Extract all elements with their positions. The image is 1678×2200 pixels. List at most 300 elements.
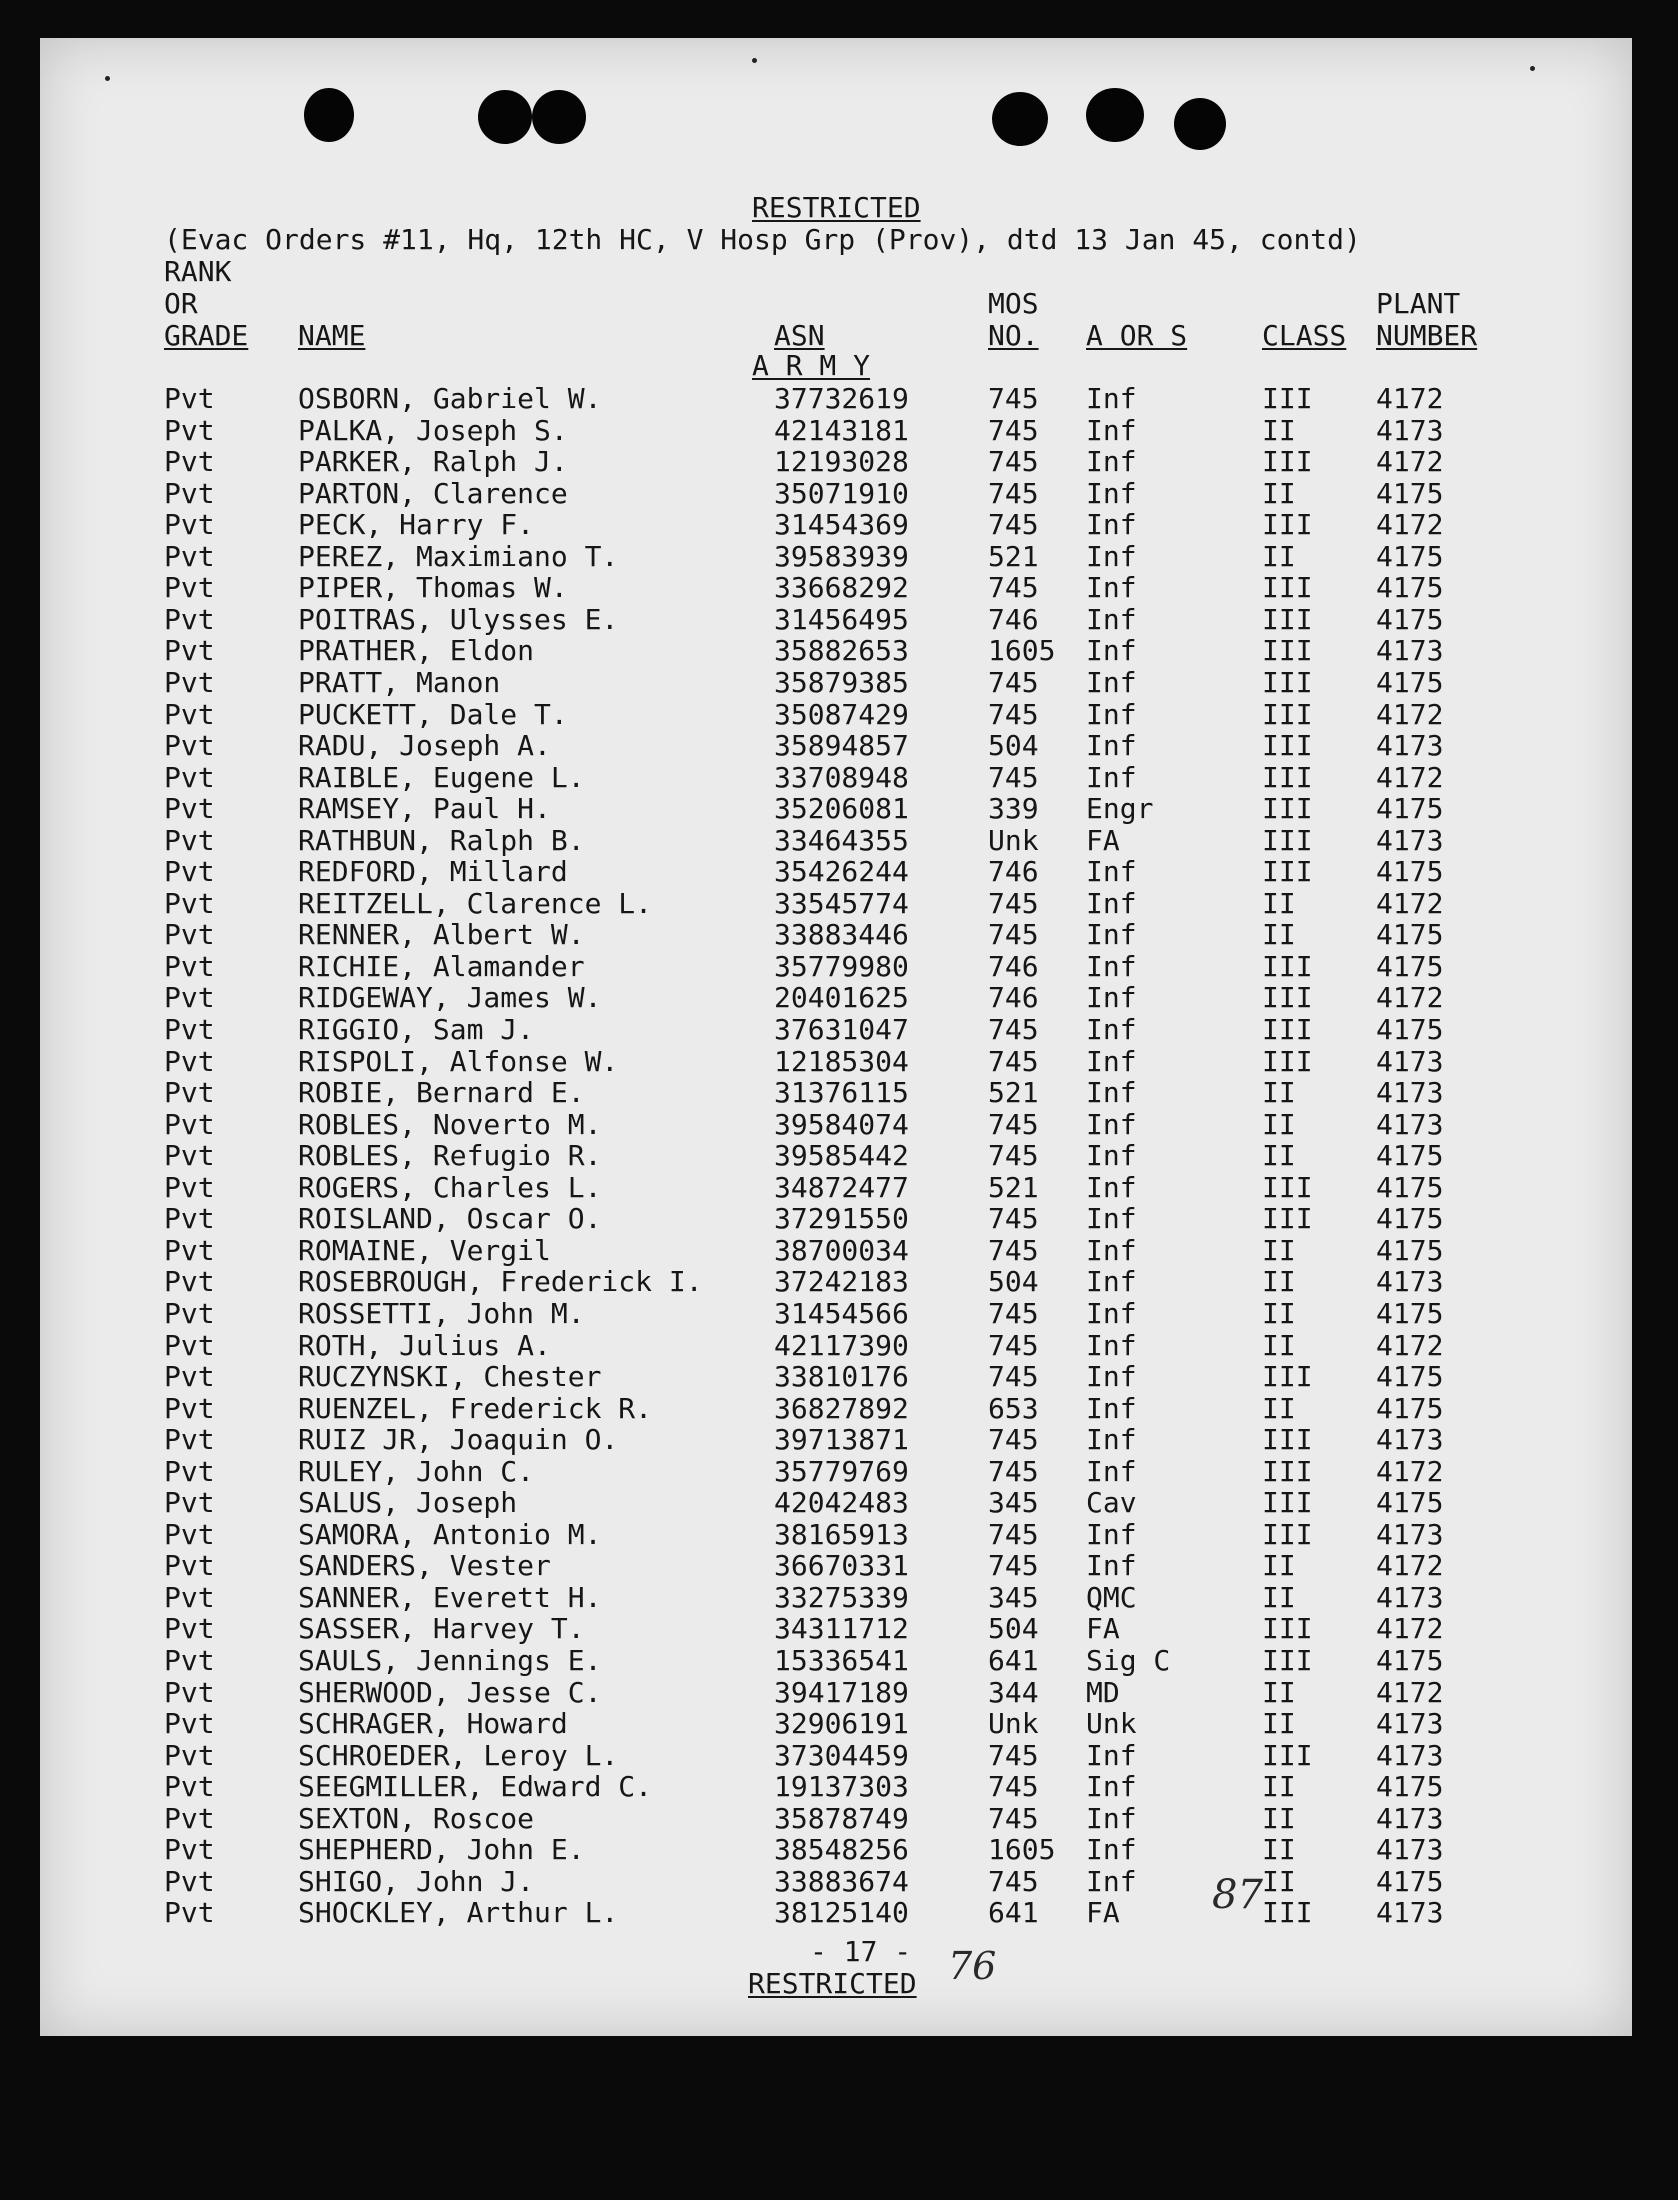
mos-cell: 641: [988, 1644, 1039, 1677]
class-cell: II: [1262, 1265, 1296, 1299]
class-cell: III: [1262, 760, 1313, 794]
class-cell: III: [1262, 729, 1313, 763]
header-mos-no: NO.: [988, 319, 1039, 352]
plant-number-cell: 4175: [1376, 1202, 1444, 1236]
plant-number-cell: 4172: [1376, 886, 1444, 920]
section-army: A R M Y: [752, 349, 871, 382]
asn-cell: 32906191: [774, 1707, 909, 1741]
name-cell: SALUS, Joseph: [298, 1486, 518, 1520]
table-row: [40, 825, 1632, 857]
class-cell: III: [1262, 981, 1313, 1015]
mos-cell: 745: [988, 1770, 1039, 1804]
arm-service-cell: Inf: [1086, 1738, 1137, 1772]
arm-service-cell: Inf: [1086, 1833, 1137, 1867]
asn-cell: 36670331: [774, 1549, 909, 1583]
asn-cell: 33545774: [774, 886, 909, 920]
class-cell: II: [1262, 1770, 1296, 1804]
class-cell: II: [1262, 476, 1296, 510]
table-row: [40, 1708, 1632, 1740]
table-row: [40, 1393, 1632, 1425]
plant-number-cell: 4173: [1376, 1801, 1444, 1835]
arm-service-cell: Inf: [1086, 1044, 1137, 1078]
name-cell: RUIZ JR, Joaquin O.: [298, 1423, 619, 1457]
class-cell: III: [1262, 1044, 1313, 1078]
asn-cell: 33810176: [774, 1360, 909, 1394]
plant-number-cell: 4173: [1376, 634, 1444, 668]
plant-number-cell: 4172: [1376, 508, 1444, 542]
grade-cell: Pvt: [164, 855, 215, 889]
name-cell: RUENZEL, Frederick R.: [298, 1391, 653, 1425]
arm-service-cell: Inf: [1086, 697, 1137, 731]
plant-number-cell: 4175: [1376, 1233, 1444, 1267]
arm-service-cell: Inf: [1086, 476, 1137, 510]
arm-service-cell: Inf: [1086, 1202, 1137, 1236]
asn-cell: 42042483: [774, 1486, 909, 1520]
arm-service-cell: Inf: [1086, 1423, 1137, 1457]
plant-number-cell: 4173: [1376, 1707, 1444, 1741]
grade-cell: Pvt: [164, 886, 215, 920]
mos-cell: 345: [988, 1580, 1039, 1614]
mos-cell: 746: [988, 602, 1039, 636]
plant-number-cell: 4175: [1376, 476, 1444, 510]
arm-service-cell: Inf: [1086, 760, 1137, 794]
asn-cell: 35206081: [774, 792, 909, 826]
plant-number-cell: 4172: [1376, 697, 1444, 731]
asn-cell: 35894857: [774, 729, 909, 763]
header-class: CLASS: [1262, 319, 1347, 352]
plant-number-cell: 4172: [1376, 1549, 1444, 1583]
plant-number-cell: 4175: [1376, 1139, 1444, 1173]
table-row: [40, 1613, 1632, 1645]
name-cell: OSBORN, Gabriel W.: [298, 382, 602, 415]
name-cell: RICHIE, Alamander: [298, 949, 585, 983]
mos-cell: 745: [988, 1296, 1039, 1330]
plant-number-cell: 4175: [1376, 571, 1444, 605]
asn-cell: 42117390: [774, 1328, 909, 1362]
punch-hole: [532, 90, 586, 144]
grade-cell: Pvt: [164, 981, 215, 1015]
class-cell: II: [1262, 1580, 1296, 1614]
punch-hole: [992, 92, 1048, 146]
plant-number-cell: 4173: [1376, 1580, 1444, 1614]
arm-service-cell: Inf: [1086, 1801, 1137, 1835]
mos-cell: 745: [988, 1233, 1039, 1267]
name-cell: SHIGO, John J.: [298, 1864, 535, 1898]
arm-service-cell: Inf: [1086, 445, 1137, 479]
mos-cell: 745: [988, 1454, 1039, 1488]
class-cell: III: [1262, 1612, 1313, 1646]
asn-cell: 35087429: [774, 697, 909, 731]
class-cell: II: [1262, 1675, 1296, 1709]
mos-cell: 745: [988, 1202, 1039, 1236]
class-cell: III: [1262, 1896, 1313, 1930]
table-row: [40, 572, 1632, 604]
grade-cell: Pvt: [164, 792, 215, 826]
arm-service-cell: Inf: [1086, 1265, 1137, 1299]
mos-cell: 745: [988, 1864, 1039, 1898]
name-cell: RUCZYNSKI, Chester: [298, 1360, 602, 1394]
table-row: [40, 667, 1632, 699]
table-row: [40, 1740, 1632, 1772]
plant-number-cell: 4173: [1376, 1265, 1444, 1299]
class-cell: III: [1262, 1644, 1313, 1677]
table-row: [40, 635, 1632, 667]
mos-cell: 745: [988, 1517, 1039, 1551]
name-cell: PARKER, Ralph J.: [298, 445, 568, 479]
asn-cell: 39583939: [774, 539, 909, 573]
asn-cell: 15336541: [774, 1644, 909, 1677]
mos-cell: 504: [988, 1612, 1039, 1646]
asn-cell: 35878749: [774, 1801, 909, 1835]
restricted-header: RESTRICTED: [752, 191, 921, 224]
table-row: [40, 951, 1632, 983]
grade-cell: Pvt: [164, 665, 215, 699]
arm-service-cell: Inf: [1086, 1549, 1137, 1583]
asn-cell: 37242183: [774, 1265, 909, 1299]
asn-cell: 33668292: [774, 571, 909, 605]
grade-cell: Pvt: [164, 823, 215, 857]
class-cell: III: [1262, 855, 1313, 889]
asn-cell: 33883446: [774, 918, 909, 952]
mos-cell: 746: [988, 981, 1039, 1015]
class-cell: III: [1262, 571, 1313, 605]
grade-cell: Pvt: [164, 697, 215, 731]
plant-number-cell: 4173: [1376, 729, 1444, 763]
grade-cell: Pvt: [164, 1296, 215, 1330]
name-cell: ROBLES, Noverto M.: [298, 1107, 602, 1141]
asn-cell: 35071910: [774, 476, 909, 510]
arm-service-cell: Inf: [1086, 1864, 1137, 1898]
grade-cell: Pvt: [164, 1013, 215, 1046]
mos-cell: 745: [988, 1107, 1039, 1141]
grade-cell: Pvt: [164, 382, 215, 415]
arm-service-cell: Sig C: [1086, 1644, 1171, 1677]
name-cell: SASSER, Harvey T.: [298, 1612, 585, 1646]
arm-service-cell: Inf: [1086, 1107, 1137, 1141]
table-row: [40, 793, 1632, 825]
table-row: [40, 1077, 1632, 1109]
arm-service-cell: Inf: [1086, 539, 1137, 573]
table-row: [40, 478, 1632, 510]
asn-cell: 39417189: [774, 1675, 909, 1709]
plant-number-cell: 4172: [1376, 1612, 1444, 1646]
name-cell: ROMAINE, Vergil: [298, 1233, 551, 1267]
table-row: [40, 762, 1632, 794]
grade-cell: Pvt: [164, 729, 215, 763]
class-cell: II: [1262, 1833, 1296, 1867]
plant-number-cell: 4172: [1376, 445, 1444, 479]
name-cell: REITZELL, Clarence L.: [298, 886, 653, 920]
grade-cell: Pvt: [164, 1391, 215, 1425]
table-row: [40, 1582, 1632, 1614]
table-row: [40, 1677, 1632, 1709]
grade-cell: Pvt: [164, 1864, 215, 1898]
grade-cell: Pvt: [164, 476, 215, 510]
table-row: [40, 1424, 1632, 1456]
plant-number-cell: 4175: [1376, 1296, 1444, 1330]
plant-number-cell: 4173: [1376, 1517, 1444, 1551]
grade-cell: Pvt: [164, 1328, 215, 1362]
table-row: [40, 1330, 1632, 1362]
handwritten-mark: 87: [1212, 1872, 1263, 1918]
document-page: [40, 38, 1632, 2036]
asn-cell: 31454369: [774, 508, 909, 542]
plant-number-cell: 4172: [1376, 382, 1444, 415]
grade-cell: Pvt: [164, 1044, 215, 1078]
arm-service-cell: Inf: [1086, 413, 1137, 447]
table-row: [40, 1645, 1632, 1677]
name-cell: ROBIE, Bernard E.: [298, 1076, 585, 1110]
mos-cell: 745: [988, 413, 1039, 447]
table-row: [40, 1109, 1632, 1141]
grade-cell: Pvt: [164, 571, 215, 605]
class-cell: III: [1262, 382, 1313, 415]
plant-number-cell: 4172: [1376, 1328, 1444, 1362]
table-row: [40, 383, 1632, 415]
name-cell: RATHBUN, Ralph B.: [298, 823, 585, 857]
mos-cell: 745: [988, 1013, 1039, 1046]
grade-cell: Pvt: [164, 949, 215, 983]
name-cell: PRATHER, Eldon: [298, 634, 535, 668]
plant-number-cell: 4173: [1376, 413, 1444, 447]
plant-number-cell: 4173: [1376, 823, 1444, 857]
name-cell: RAIBLE, Eugene L.: [298, 760, 585, 794]
arm-service-cell: Inf: [1086, 886, 1137, 920]
class-cell: III: [1262, 823, 1313, 857]
name-cell: ROTH, Julius A.: [298, 1328, 551, 1362]
class-cell: III: [1262, 1423, 1313, 1457]
name-cell: RADU, Joseph A.: [298, 729, 551, 763]
class-cell: II: [1262, 1549, 1296, 1583]
plant-number-cell: 4173: [1376, 1423, 1444, 1457]
asn-cell: 33275339: [774, 1580, 909, 1614]
mos-cell: 745: [988, 1549, 1039, 1583]
grade-cell: Pvt: [164, 1486, 215, 1520]
mos-cell: 745: [988, 760, 1039, 794]
asn-cell: 35779980: [774, 949, 909, 983]
name-cell: SHERWOOD, Jesse C.: [298, 1675, 602, 1709]
grade-cell: Pvt: [164, 1738, 215, 1772]
name-cell: PEREZ, Maximiano T.: [298, 539, 619, 573]
header-rank: RANK: [164, 255, 232, 288]
name-cell: RISPOLI, Alfonse W.: [298, 1044, 619, 1078]
mos-cell: 745: [988, 1801, 1039, 1835]
arm-service-cell: Inf: [1086, 981, 1137, 1015]
mos-cell: 504: [988, 1265, 1039, 1299]
arm-service-cell: Inf: [1086, 1391, 1137, 1425]
name-cell: SANNER, Everett H.: [298, 1580, 602, 1614]
class-cell: III: [1262, 634, 1313, 668]
class-cell: III: [1262, 1202, 1313, 1236]
asn-cell: 39585442: [774, 1139, 909, 1173]
name-cell: ROISLAND, Oscar O.: [298, 1202, 602, 1236]
name-cell: SAULS, Jennings E.: [298, 1644, 602, 1677]
header-plant: PLANT: [1376, 287, 1461, 320]
name-cell: PRATT, Manon: [298, 665, 501, 699]
mos-cell: 745: [988, 571, 1039, 605]
class-cell: II: [1262, 1707, 1296, 1741]
arm-service-cell: Inf: [1086, 1170, 1137, 1204]
class-cell: III: [1262, 1738, 1313, 1772]
asn-cell: 31376115: [774, 1076, 909, 1110]
name-cell: PARTON, Clarence: [298, 476, 568, 510]
table-row: [40, 1866, 1632, 1898]
table-row: [40, 1014, 1632, 1046]
grade-cell: Pvt: [164, 1202, 215, 1236]
arm-service-cell: Inf: [1086, 602, 1137, 636]
mos-cell: 653: [988, 1391, 1039, 1425]
arm-service-cell: Inf: [1086, 1328, 1137, 1362]
asn-cell: 12185304: [774, 1044, 909, 1078]
arm-service-cell: Inf: [1086, 571, 1137, 605]
name-cell: SEEGMILLER, Edward C.: [298, 1770, 653, 1804]
plant-number-cell: 4175: [1376, 1864, 1444, 1898]
table-row: [40, 1140, 1632, 1172]
plant-number-cell: 4175: [1376, 855, 1444, 889]
class-cell: III: [1262, 1013, 1313, 1046]
table-row: [40, 1803, 1632, 1835]
grade-cell: Pvt: [164, 1549, 215, 1583]
class-cell: II: [1262, 1233, 1296, 1267]
mos-cell: 1605: [988, 1833, 1056, 1867]
class-cell: III: [1262, 792, 1313, 826]
arm-service-cell: Cav: [1086, 1486, 1137, 1520]
asn-cell: 37732619: [774, 382, 909, 415]
table-row: [40, 1834, 1632, 1866]
asn-cell: 33883674: [774, 1864, 909, 1898]
name-cell: RAMSEY, Paul H.: [298, 792, 551, 826]
class-cell: II: [1262, 1076, 1296, 1110]
grade-cell: Pvt: [164, 1107, 215, 1141]
grade-cell: Pvt: [164, 1076, 215, 1110]
table-row: [40, 1519, 1632, 1551]
plant-number-cell: 4175: [1376, 792, 1444, 826]
plant-number-cell: 4175: [1376, 1486, 1444, 1520]
arm-service-cell: Inf: [1086, 1360, 1137, 1394]
asn-cell: 35882653: [774, 634, 909, 668]
asn-cell: 39584074: [774, 1107, 909, 1141]
arm-service-cell: Inf: [1086, 1296, 1137, 1330]
mos-cell: 1605: [988, 634, 1056, 668]
arm-service-cell: Inf: [1086, 729, 1137, 763]
plant-number-cell: 4175: [1376, 918, 1444, 952]
name-cell: POITRAS, Ulysses E.: [298, 602, 619, 636]
table-row: [40, 1550, 1632, 1582]
asn-cell: 35879385: [774, 665, 909, 699]
class-cell: II: [1262, 1328, 1296, 1362]
class-cell: II: [1262, 539, 1296, 573]
mos-cell: 745: [988, 382, 1039, 415]
header-mos: MOS: [988, 287, 1039, 320]
table-row: [40, 888, 1632, 920]
header-or: OR: [164, 287, 198, 320]
mos-cell: 745: [988, 697, 1039, 731]
mos-cell: 746: [988, 855, 1039, 889]
asn-cell: 31456495: [774, 602, 909, 636]
asn-cell: 35779769: [774, 1454, 909, 1488]
table-row: [40, 604, 1632, 636]
table-row: [40, 1487, 1632, 1519]
plant-number-cell: 4175: [1376, 1644, 1444, 1677]
class-cell: III: [1262, 1454, 1313, 1488]
arm-service-cell: Inf: [1086, 382, 1137, 415]
mos-cell: 339: [988, 792, 1039, 826]
punch-hole: [304, 88, 354, 142]
mos-cell: 521: [988, 1076, 1039, 1110]
mos-cell: 745: [988, 1360, 1039, 1394]
handwritten-page-number: 76: [948, 1944, 997, 1988]
arm-service-cell: Inf: [1086, 1454, 1137, 1488]
class-cell: III: [1262, 1486, 1313, 1520]
name-cell: ROSEBROUGH, Frederick I.: [298, 1265, 703, 1299]
grade-cell: Pvt: [164, 918, 215, 952]
class-cell: II: [1262, 1139, 1296, 1173]
class-cell: III: [1262, 949, 1313, 983]
asn-cell: 37631047: [774, 1013, 909, 1046]
header-plant-number: NUMBER: [1376, 319, 1478, 352]
arm-service-cell: FA: [1086, 1612, 1120, 1646]
grade-cell: Pvt: [164, 1770, 215, 1804]
plant-number-cell: 4175: [1376, 602, 1444, 636]
name-cell: SCHROEDER, Leroy L.: [298, 1738, 619, 1772]
asn-cell: 38700034: [774, 1233, 909, 1267]
grade-cell: Pvt: [164, 413, 215, 447]
plant-number-cell: 4175: [1376, 949, 1444, 983]
mos-cell: 746: [988, 949, 1039, 983]
name-cell: SHOCKLEY, Arthur L.: [298, 1896, 619, 1930]
asn-cell: 12193028: [774, 445, 909, 479]
plant-number-cell: 4173: [1376, 1044, 1444, 1078]
table-row: [40, 1172, 1632, 1204]
grade-cell: Pvt: [164, 1423, 215, 1457]
grade-cell: Pvt: [164, 1801, 215, 1835]
grade-cell: Pvt: [164, 602, 215, 636]
plant-number-cell: 4175: [1376, 539, 1444, 573]
name-cell: ROBLES, Refugio R.: [298, 1139, 602, 1173]
name-cell: PECK, Harry F.: [298, 508, 535, 542]
table-row: [40, 856, 1632, 888]
grade-cell: Pvt: [164, 1360, 215, 1394]
asn-cell: 42143181: [774, 413, 909, 447]
class-cell: III: [1262, 1360, 1313, 1394]
table-row: [40, 1046, 1632, 1078]
grade-cell: Pvt: [164, 1454, 215, 1488]
table-row: [40, 1298, 1632, 1330]
table-row: [40, 1771, 1632, 1803]
mos-cell: 745: [988, 508, 1039, 542]
asn-cell: 33708948: [774, 760, 909, 794]
plant-number-cell: 4175: [1376, 1013, 1444, 1046]
mos-cell: 504: [988, 729, 1039, 763]
plant-number-cell: 4175: [1376, 1170, 1444, 1204]
grade-cell: Pvt: [164, 508, 215, 542]
plant-number-cell: 4172: [1376, 1454, 1444, 1488]
grade-cell: Pvt: [164, 634, 215, 668]
header-asn: ASN: [774, 319, 825, 352]
grade-cell: Pvt: [164, 539, 215, 573]
class-cell: II: [1262, 918, 1296, 952]
grade-cell: Pvt: [164, 1265, 215, 1299]
speck: [752, 58, 757, 63]
grade-cell: Pvt: [164, 1233, 215, 1267]
arm-service-cell: Inf: [1086, 1233, 1137, 1267]
asn-cell: 34872477: [774, 1170, 909, 1204]
plant-number-cell: 4173: [1376, 1107, 1444, 1141]
mos-cell: Unk: [988, 823, 1039, 857]
class-cell: II: [1262, 1864, 1296, 1898]
plant-number-cell: 4175: [1376, 665, 1444, 699]
table-row: [40, 1266, 1632, 1298]
